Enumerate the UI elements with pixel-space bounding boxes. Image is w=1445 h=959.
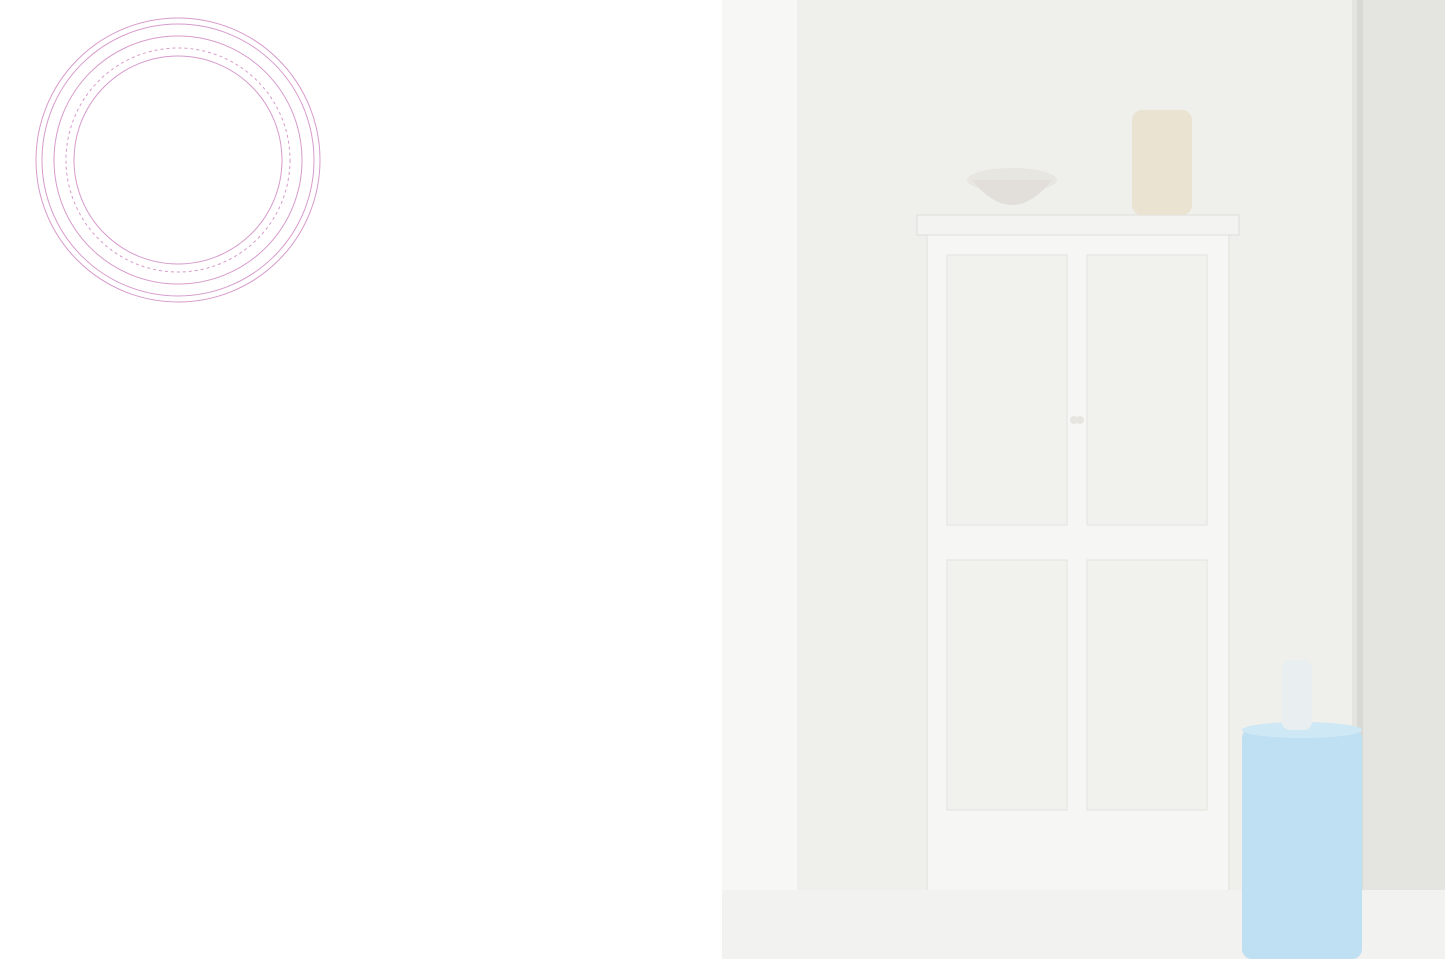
mindfulness-box bbox=[78, 93, 278, 99]
page-folio bbox=[48, 915, 56, 931]
left-page bbox=[0, 0, 722, 959]
measurements-column bbox=[228, 544, 393, 614]
curtain-instructions bbox=[408, 541, 663, 562]
materials-column bbox=[48, 544, 208, 566]
right-page-photo bbox=[722, 0, 1445, 959]
mandala-badge-graphic bbox=[33, 15, 323, 305]
intro-paragraph bbox=[48, 338, 578, 371]
crochet-curtain-photo bbox=[722, 0, 1445, 959]
